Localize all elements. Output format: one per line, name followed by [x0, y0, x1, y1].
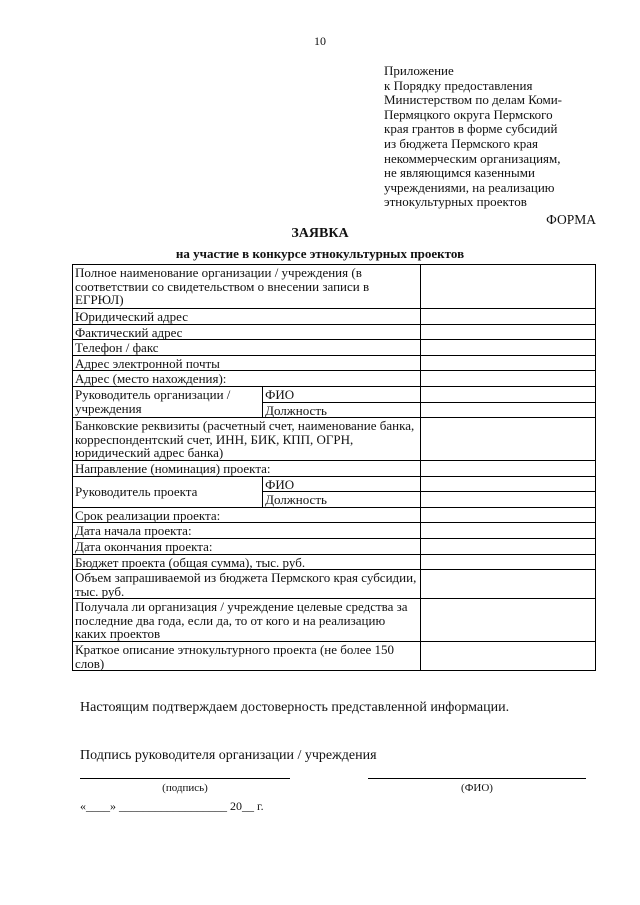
value-cell-project-head-position[interactable] [421, 492, 596, 508]
row-label-email: Адрес электронной почты [73, 355, 421, 371]
table-row [73, 642, 596, 671]
sub-label-project-head-fio: ФИО [263, 476, 421, 492]
sub-label-org-head-fio: ФИО [263, 386, 421, 402]
value-cell-legal-address[interactable] [421, 309, 596, 325]
date-line[interactable]: «____» __________________ 20__ г. [80, 799, 264, 813]
row-label-budget: Бюджет проекта (общая сумма), тыс. руб. [73, 554, 421, 570]
value-cell-prior-funding[interactable] [421, 599, 596, 642]
table-row [73, 599, 596, 642]
row-label-end-date: Дата окончания проекта: [73, 538, 421, 554]
table-row [73, 570, 596, 599]
row-label-phone-fax: Телефон / факс [73, 340, 421, 356]
value-cell-location[interactable] [421, 371, 596, 387]
value-cell-requested[interactable] [421, 570, 596, 599]
row-label-full-name: Полное наименование организации / учреждения (в соответствии со свидетельством о внесении записи в ЕГРЮЛ) [73, 265, 421, 309]
form-label: ФОРМА [546, 212, 596, 227]
sub-label-project-head-position: Должность [263, 492, 421, 508]
value-cell-start-date[interactable] [421, 523, 596, 539]
table-row [73, 507, 596, 523]
row-label-location: Адрес (место нахождения): [73, 371, 421, 387]
table-row [73, 554, 596, 570]
confirmation-text: Настоящим подтверждаем достоверность представленной информации. [80, 700, 510, 715]
table-row [73, 324, 596, 340]
value-cell-email[interactable] [421, 355, 596, 371]
sub-label-org-head-position: Должность [263, 402, 421, 418]
fio-line[interactable] [368, 778, 586, 779]
row-label-start-date: Дата начала проекта: [73, 523, 421, 539]
table-row [73, 265, 596, 309]
signature-line[interactable] [80, 778, 290, 779]
value-cell-term[interactable] [421, 507, 596, 523]
table-row [73, 476, 596, 492]
appendix-note: Приложение к Порядку предоставления Министерством по делам Коми- Пермяцкого округа Пермского края грантов в форме субсидий из бюджета Пермского края некоммерческим организациям, не являющимся казенными учреждениями, на реализацию этнокультурных проектов [384, 63, 562, 210]
table-row [73, 538, 596, 554]
table-row [73, 355, 596, 371]
signature-caption: (подпись) [162, 782, 208, 794]
document-title: ЗАЯВКА [291, 226, 349, 241]
signature-label: Подпись руководителя организации / учреждения [80, 748, 377, 763]
value-cell-project-head-fio[interactable] [421, 476, 596, 492]
value-cell-direction[interactable] [421, 460, 596, 476]
row-label-project-head: Руководитель проекта [73, 476, 263, 507]
row-label-prior-funding: Получала ли организация / учреждение целевые средства за последние два года, если да, то от кого и на реализацию каких проектов [73, 599, 421, 642]
row-label-org-head: Руководитель организации / учреждения [73, 386, 263, 417]
row-label-description: Краткое описание этнокультурного проекта (не более 150 слов) [73, 642, 421, 671]
value-cell-description[interactable] [421, 642, 596, 671]
value-cell-phone-fax[interactable] [421, 340, 596, 356]
table-row [73, 309, 596, 325]
row-label-requested: Объем запрашиваемой из бюджета Пермского края субсидии, тыс. руб. [73, 570, 421, 599]
table-row [73, 418, 596, 461]
document-subtitle: на участие в конкурсе этнокультурных проектов [175, 246, 465, 261]
value-cell-end-date[interactable] [421, 538, 596, 554]
table-row [73, 340, 596, 356]
value-cell-full-name[interactable] [421, 265, 596, 309]
row-label-term: Срок реализации проекта: [73, 507, 421, 523]
table-row [73, 523, 596, 539]
page-number: 10 [314, 34, 326, 48]
value-cell-org-head-position[interactable] [421, 402, 596, 418]
fio-caption: (ФИО) [461, 782, 493, 794]
row-label-legal-address: Юридический адрес [73, 309, 421, 325]
row-label-direction: Направление (номинация) проекта: [73, 460, 421, 476]
table-row [73, 460, 596, 476]
row-label-bank-details: Банковские реквизиты (расчетный счет, наименование банка, корреспондентский счет, ИНН, БИК, КПП, ОГРН, юридический адрес банка) [73, 418, 421, 461]
value-cell-bank-details[interactable] [421, 418, 596, 461]
value-cell-budget[interactable] [421, 554, 596, 570]
row-label-actual-address: Фактический адрес [73, 324, 421, 340]
value-cell-actual-address[interactable] [421, 324, 596, 340]
application-form-table [72, 264, 596, 671]
value-cell-org-head-fio[interactable] [421, 386, 596, 402]
table-row [73, 371, 596, 387]
table-row [73, 386, 596, 402]
